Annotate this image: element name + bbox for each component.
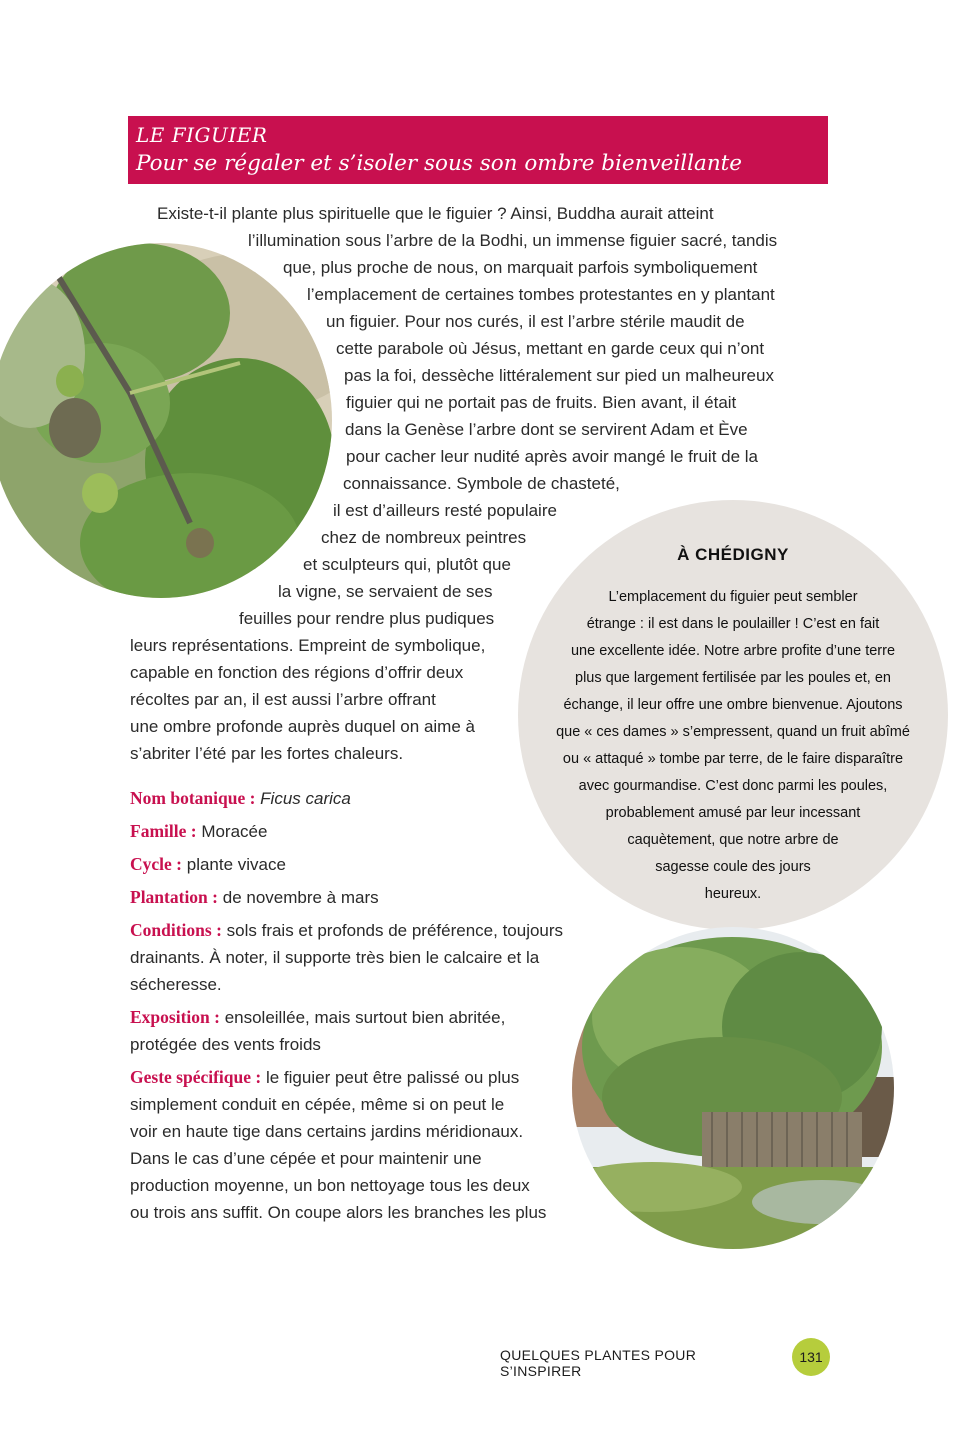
aside-line: que « ces dames » s’empressent, quand un fruit abîmé bbox=[556, 724, 910, 740]
intro-line: que, plus proche de nous, on marquait parfois symboliquement bbox=[283, 258, 758, 277]
fact-label: Famille : bbox=[130, 821, 197, 841]
fact-exposition bbox=[130, 1004, 600, 1058]
intro-line: Existe-t-il plante plus spirituelle que le figuier ? Ainsi, Buddha aurait atteint bbox=[157, 204, 714, 223]
intro-line: leurs représentations. Empreint de symbolique, bbox=[130, 636, 486, 655]
intro-line: la vigne, se servaient de ses bbox=[278, 582, 493, 601]
intro-line: s’abriter l’été par les fortes chaleurs. bbox=[130, 744, 404, 763]
intro-line: pas la foi, dessèche littéralement sur pied un malheureux bbox=[344, 366, 774, 385]
intro-line: dans la Genèse l’arbre dont se servirent Adam et Ève bbox=[345, 420, 748, 439]
fact-label: Exposition : bbox=[130, 1007, 220, 1027]
fact-value: drainants. À noter, il supporte très bien le calcaire et la bbox=[130, 948, 540, 967]
fact-label: Nom botanique : bbox=[130, 788, 256, 808]
aside-line: caquètement, que notre arbre de bbox=[627, 832, 839, 848]
aside-line: ou « attaqué » tombe par terre, de le faire disparaître bbox=[562, 751, 904, 767]
section-subtitle: Pour se régaler et s’isoler sous son ombre bienveillante bbox=[136, 151, 743, 176]
fact-value: ou trois ans suffit. On coupe alors les branches les plus bbox=[130, 1203, 547, 1222]
intro-line: figuier qui ne portait pas de fruits. Bien avant, il était bbox=[346, 393, 737, 412]
fact-value: sols frais et profonds de préférence, toujours bbox=[226, 921, 564, 940]
intro-line: une ombre profonde auprès duquel on aime à bbox=[130, 717, 475, 736]
intro-line: chez de nombreux peintres bbox=[321, 528, 527, 547]
aside-line: étrange : il est dans le poulailler ! C’est en fait bbox=[586, 616, 880, 632]
aside-line: sagesse coule des jours bbox=[655, 859, 811, 875]
section-banner bbox=[128, 116, 828, 184]
fact-value: le figuier peut être palissé ou plus bbox=[265, 1068, 520, 1087]
running-footer-label: QUELQUES PLANTES POUR S’INSPIRER bbox=[500, 1347, 697, 1379]
aside-line: L’emplacement du figuier peut sembler bbox=[608, 589, 858, 605]
intro-line: feuilles pour rendre plus pudiques bbox=[239, 609, 495, 628]
page-footer bbox=[500, 1338, 830, 1379]
fig-branch-photo bbox=[0, 243, 332, 598]
fact-label: Cycle : bbox=[130, 854, 182, 874]
intro-line: un figuier. Pour nos curés, il est l’arbre stérile maudit de bbox=[326, 312, 745, 331]
fact-value: production moyenne, un bon nettoyage tous les deux bbox=[130, 1176, 530, 1195]
aside-line: heureux. bbox=[704, 886, 762, 902]
intro-line: l’illumination sous l’arbre de la Bodhi, un immense figuier sacré, tandis bbox=[248, 231, 778, 250]
fact-label: Conditions : bbox=[130, 920, 222, 940]
aside-line: avec gourmandise. C’est donc parmi les poules, bbox=[578, 778, 888, 794]
page-number-badge: 131 bbox=[792, 1338, 830, 1376]
fact-value: Dans le cas d’une cépée et pour maintenir une bbox=[130, 1149, 482, 1168]
intro-line: connaissance. Symbole de chasteté, bbox=[343, 474, 620, 493]
fact-label: Plantation : bbox=[130, 887, 218, 907]
fact-value: Ficus carica bbox=[260, 789, 351, 808]
fact-botanical-name bbox=[130, 785, 600, 812]
fact-value: simplement conduit en cépée, même si on peut le bbox=[130, 1095, 505, 1114]
intro-line: il est d’ailleurs resté populaire bbox=[333, 501, 557, 520]
aside-line: plus que largement fertilisée par les poules et, en bbox=[575, 670, 891, 686]
aside-line: une excellente idée. Notre arbre profite d’une terre bbox=[570, 643, 896, 659]
plant-facts bbox=[130, 785, 600, 1232]
fact-value: protégée des vents froids bbox=[130, 1035, 321, 1054]
intro-line: et sculpteurs qui, plutôt que bbox=[303, 555, 511, 574]
intro-line: pour cacher leur nudité après avoir mangé le fruit de la bbox=[346, 447, 759, 466]
fact-cycle bbox=[130, 851, 600, 878]
fact-value: Moracée bbox=[201, 822, 268, 841]
intro-line: cette parabole où Jésus, mettant en garde ceux qui n’ont bbox=[336, 339, 765, 358]
fact-plantation bbox=[130, 884, 600, 911]
intro-line: l’emplacement de certaines tombes protestantes en y plantant bbox=[307, 285, 775, 304]
intro-line: capable en fonction des régions d’offrir deux bbox=[130, 663, 464, 682]
fact-value: sécheresse. bbox=[130, 975, 222, 994]
fig-tree-photo bbox=[572, 927, 894, 1249]
aside-title: À CHÉDIGNY bbox=[677, 545, 789, 564]
aside-line: échange, il leur offre une ombre bienvenue. Ajoutons bbox=[563, 697, 903, 713]
aside-line: probablement amusé par leur incessant bbox=[605, 805, 861, 821]
fact-family bbox=[130, 818, 600, 845]
fact-specific-gesture bbox=[130, 1064, 600, 1226]
fact-label: Geste spécifique : bbox=[130, 1067, 262, 1087]
fact-value: plante vivace bbox=[186, 855, 286, 874]
fact-value: de novembre à mars bbox=[222, 888, 379, 907]
section-title: LE FIGUIER bbox=[136, 123, 268, 147]
fact-conditions bbox=[130, 917, 600, 998]
intro-line: récoltes par an, il est aussi l’arbre offrant bbox=[130, 690, 436, 709]
fact-value: ensoleillée, mais surtout bien abritée, bbox=[224, 1008, 506, 1027]
fact-value: voir en haute tige dans certains jardins méridionaux. bbox=[130, 1122, 524, 1141]
